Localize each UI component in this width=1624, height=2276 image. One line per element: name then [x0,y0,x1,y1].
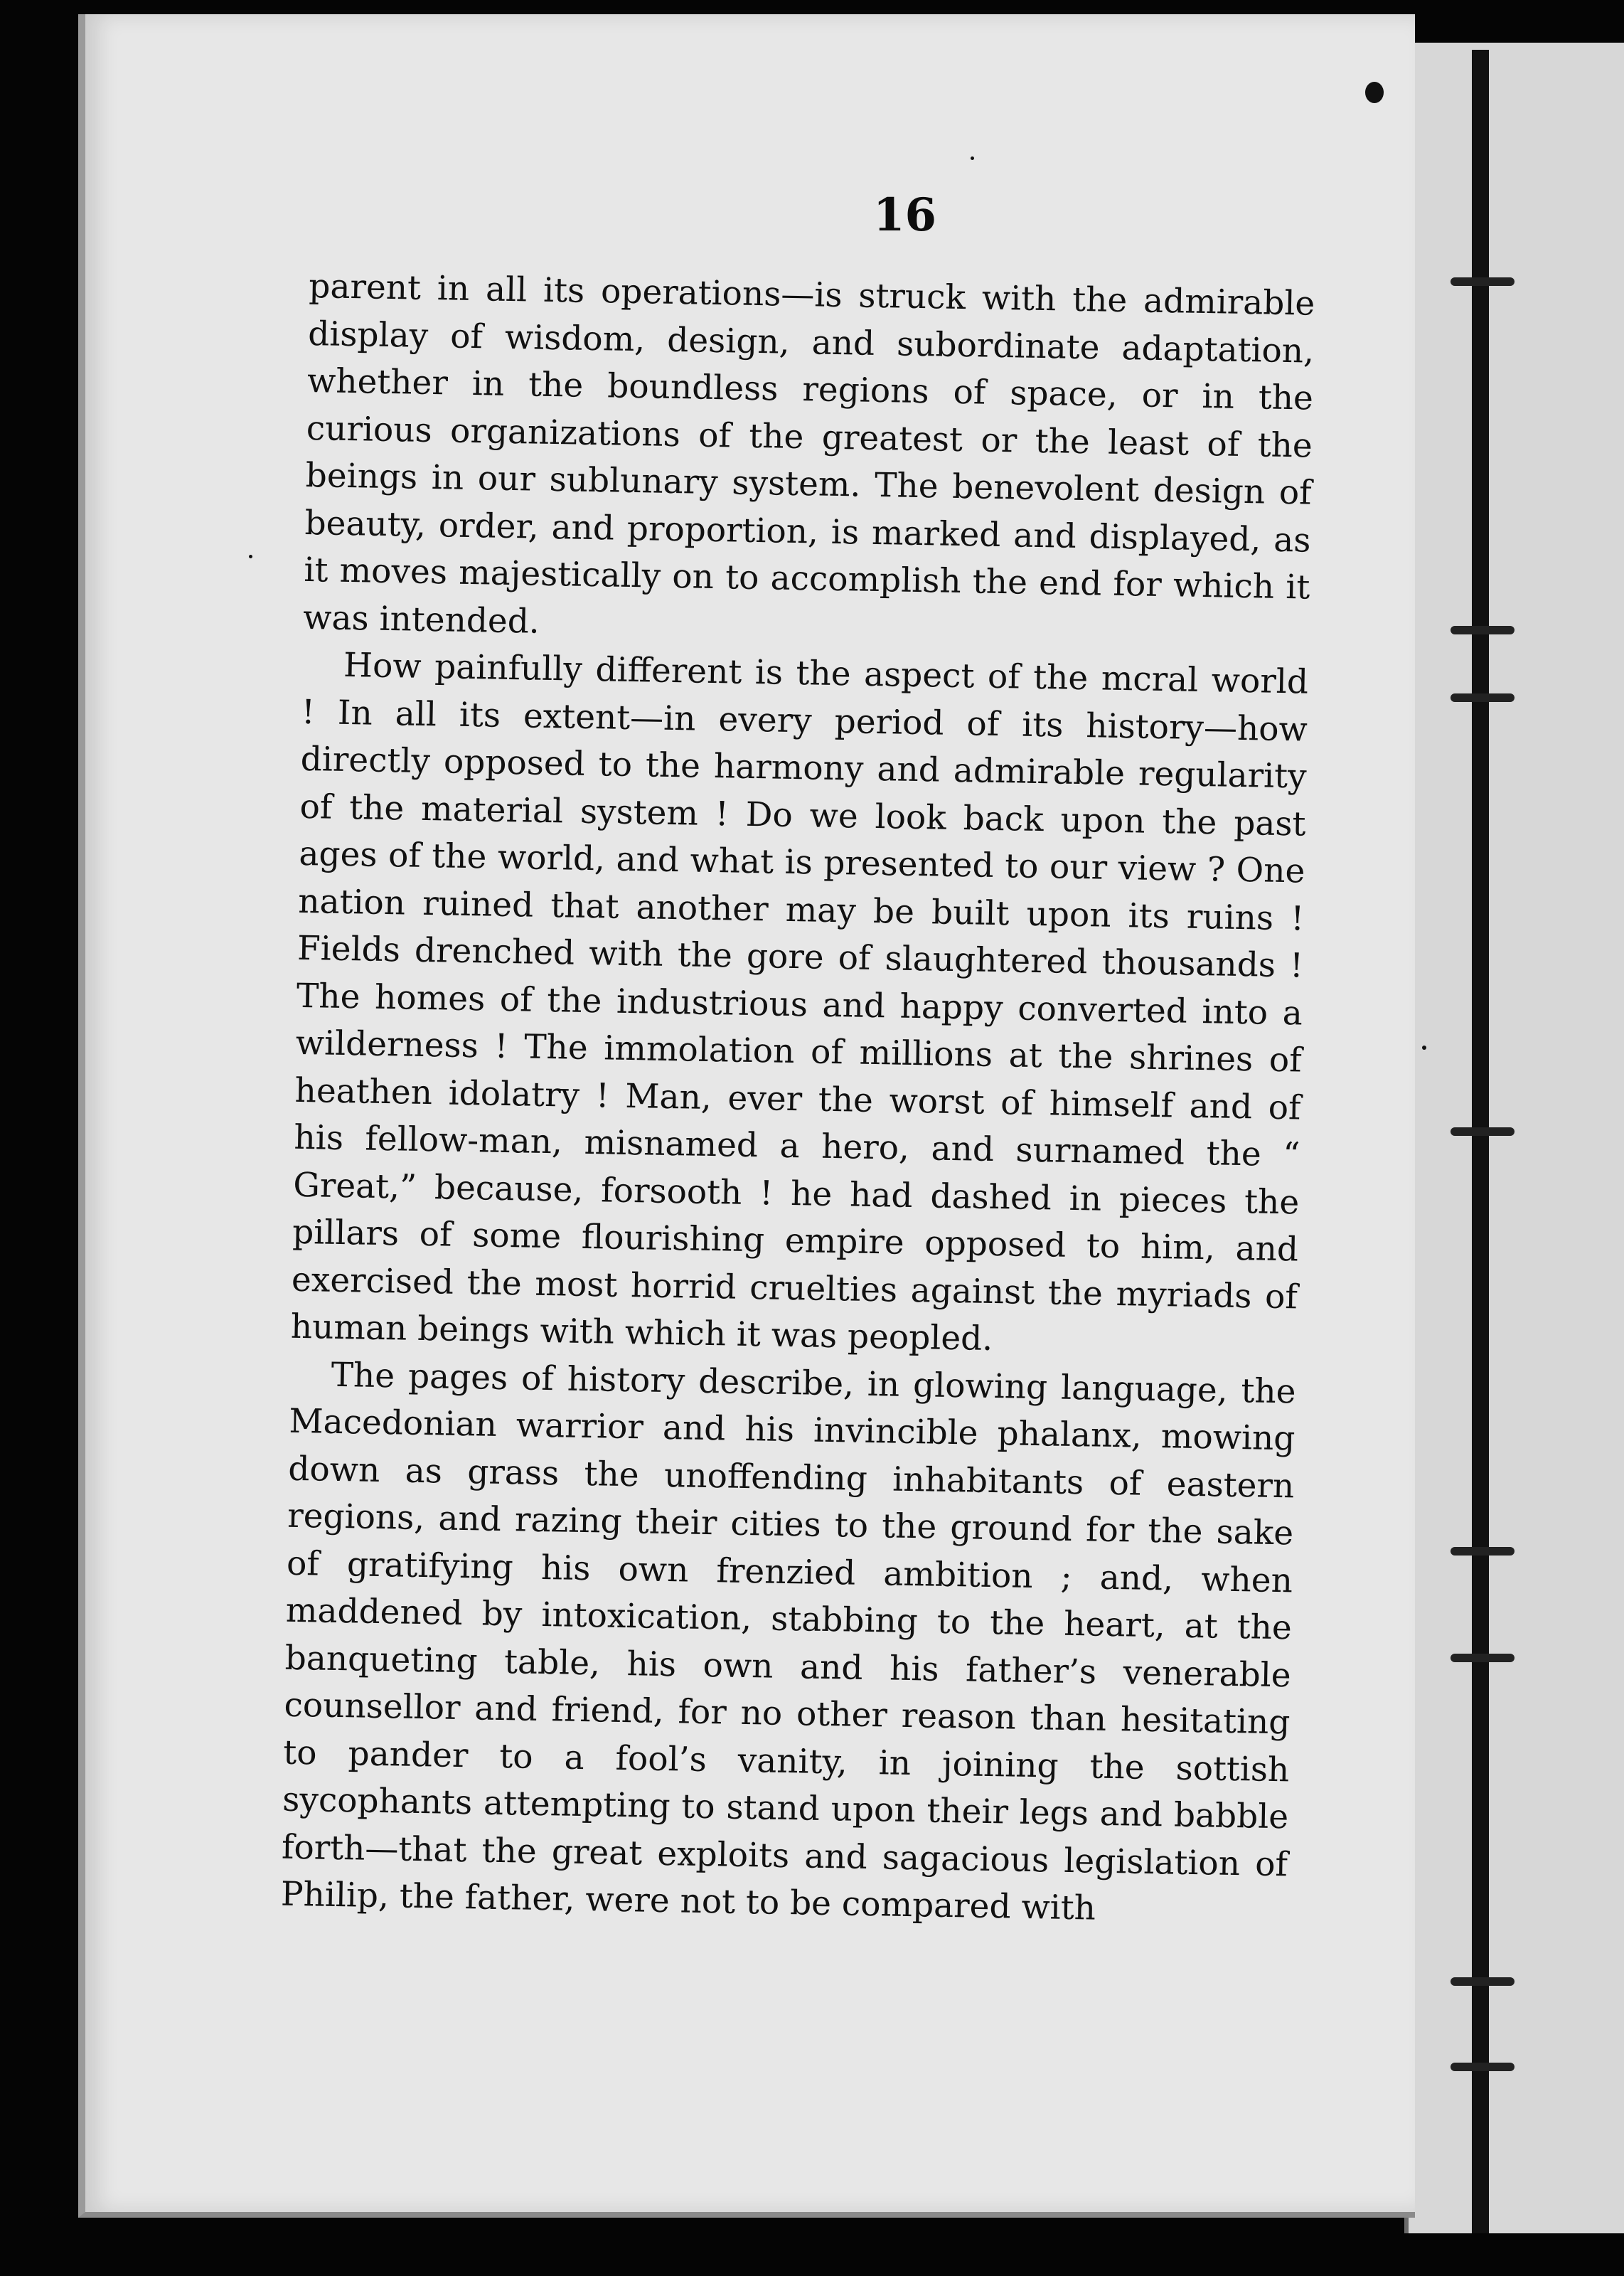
body-text [280,263,1315,1936]
binding-thread [1451,2063,1515,2071]
binding-thread [1451,1127,1515,1136]
binding-thread [1451,1654,1515,1662]
page-number: 16 [873,188,937,242]
paragraph: The pages of history describe, in glowing language, the Macedonian warrior and his invincible phalanx, mowing down as grass the unoffending inhabitants of eastern regions, and razing their cities to the ground for the sake of gratifying his own frenzied ambition ; and, when maddened by intoxication, stabbing to the heart, at the banqueting table, his own and his father’s venerable counsellor and friend, for no other reason than hesitating to pander to a fool’s vanity, in joining the sottish sycophants attempting to stand upon their legs and babble forth—that the great exploits and sagacious legislation of Philip, the father, were not to be compared with [280,1355,1297,1928]
binding-thread [1451,1977,1515,1986]
facing-page-edge [1404,43,1624,2233]
book-binding [1472,50,1489,2233]
binding-thread [1451,626,1515,634]
binding-thread [1451,277,1515,286]
ink-speck [249,555,252,558]
ink-speck [971,156,974,160]
ink-speck [1365,82,1384,103]
binding-thread [1451,693,1515,702]
paragraph: How painfully different is the aspect of the mcral world ! In all its extent—in every period of its history—how directly opposed to the harmony and admirable regularity of the material system ! Do we look back upon the past ages of the world, and what is presented to our view ? One nation ruined that another may be built upon its ruins ! Fields drenched with the gore of slaughtered thousands ! The homes of the industrious and happy converted into a wilderness ! The immolation of millions at the shrines of heathen idolatry ! Man, ever the worst of himself and of his fellow-man, misnamed a hero, and surnamed the “ Great,” because, forsooth ! he had dashed in pieces the pillars of some flourishing empire opposed to him, and exercised the most horrid cruelties against the myriads of human beings with which it was peopled. [290,645,1309,1359]
ink-speck [1422,1046,1426,1050]
binding-thread [1451,1547,1515,1556]
paragraph: parent in all its operations—is struck with the admirable display of wisdom, design, and subordinate adaptation, whether in the boundless regions of space, or in the curious organizations of the greatest or the least of the beings in our sublunary system. The benevolent design of beauty, order, and proportion, is marked and displayed, as it moves majestically on to accomplish the end for which it was intended. [302,266,1315,642]
